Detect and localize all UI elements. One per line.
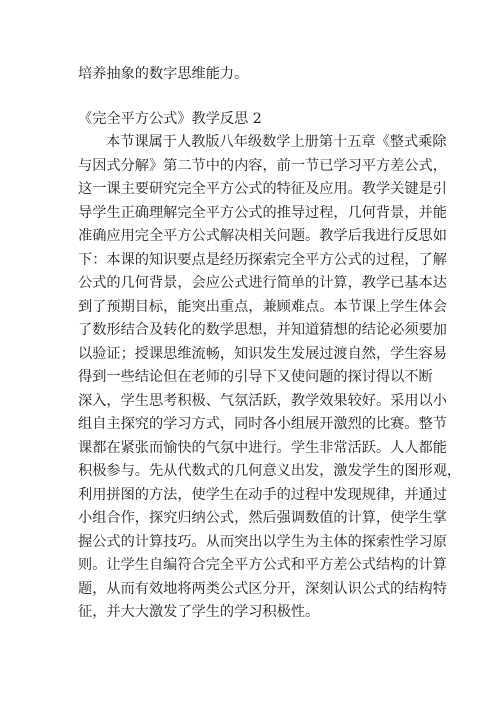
- body-line: 以验证；授课思维流畅，知识发生发展过渡自然，学生容易: [78, 345, 447, 362]
- body-line: 下：本课的知识要点是经历探索完全平方公式的过程，了解: [78, 251, 447, 268]
- body-line: 题，从而有效地将两类公式区分开，深刻认识公式的结构特: [78, 580, 447, 597]
- body-line: 组自主探究的学习方式，同时各小组展开激烈的比赛。整节: [78, 416, 447, 432]
- body-line: 利用拼图的方法，使学生在动手的过程中发现规律，并通过: [78, 486, 447, 503]
- body-line: 小组合作，探究归纳公式，然后强调数值的计算，使学生掌: [78, 510, 447, 526]
- body-line: 握公式的计算技巧。从而突出以学生为主体的探索性学习原: [78, 533, 447, 550]
- section-heading: 《完全平方公式》教学反思 2: [78, 111, 262, 127]
- body-line: 深入，学生思考积极、气氛活跃，教学效果较好。采用以小: [78, 392, 447, 409]
- body-line: 与因式分解》第二节中的内容，前一节已学习平方差公式，: [78, 157, 447, 174]
- body-line: 准确应用完全平方公式解决相关问题。教学后我进行反思如: [78, 228, 447, 244]
- body-line: 课都在紧张而愉快的气氛中进行。学生非常活跃。人人都能: [78, 439, 447, 456]
- body-line: 了数形结合及转化的数学思想，并知道猜想的结论必须要加: [78, 322, 447, 338]
- body-paragraph: [78, 131, 462, 625]
- body-line: 本节课属于人教版八年级数学上册第十五章《整式乘除: [106, 134, 447, 150]
- body-line: 导学生正确理解完全平方公式的推导过程，几何背景，并能: [78, 204, 447, 221]
- lead-line: 培养抽象的数字思维能力。: [78, 66, 249, 82]
- body-line: 征，并大大激发了学生的学习积极性。: [78, 604, 320, 620]
- body-line: 积极参与。先从代数式的几何意义出发，激发学生的图形观，: [78, 463, 462, 479]
- body-line: 则。让学生自编符合完全平方公式和平方差公式结构的计算: [78, 557, 447, 573]
- body-line: 到了预期目标，能突出重点，兼顾难点。本节课上学生体会: [78, 298, 447, 315]
- body-line: 这一课主要研究完全平方公式的特征及应用。教学关键是引: [78, 181, 447, 197]
- body-line: 得到一些结论但在老师的引导下又使问题的探讨得以不断: [78, 369, 433, 385]
- body-line: 公式的几何背景，会应公式进行简单的计算，教学已基本达: [78, 275, 447, 291]
